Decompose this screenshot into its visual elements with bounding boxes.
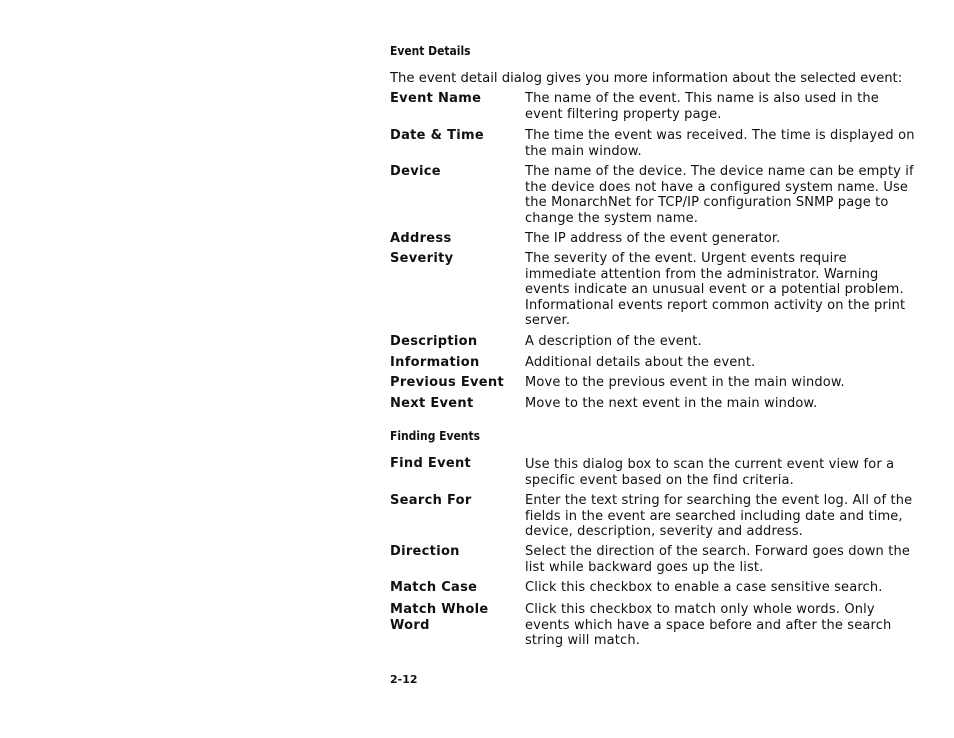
definition-text bbox=[525, 231, 919, 247]
definition-line: The time the event was received. The time is displayed on bbox=[525, 128, 915, 143]
definition-line: Move to the previous event in the main window. bbox=[525, 375, 845, 390]
section-intro: The event detail dialog gives you more information about the selected event: bbox=[390, 71, 903, 86]
definition-line: specific event based on the find criteria. bbox=[525, 472, 794, 488]
definition-line: Enter the text string for searching the event log. All of the bbox=[525, 493, 913, 508]
definition-line: events indicate an unusual event or a potential problem. bbox=[525, 282, 904, 297]
definition-text bbox=[525, 334, 919, 350]
definition-line: event filtering property page. bbox=[525, 106, 722, 122]
definition-text bbox=[525, 544, 919, 575]
definition-line: string will match. bbox=[525, 633, 640, 648]
definition-line: the main window. bbox=[525, 143, 642, 159]
definition-text bbox=[525, 251, 919, 329]
definition-line: Move to the next event in the main window. bbox=[525, 396, 818, 411]
definition-line: immediate attention from the administrator. Warning bbox=[525, 266, 879, 282]
definition-line: list while backward goes up the list. bbox=[525, 559, 764, 575]
term-label: Find Event bbox=[390, 456, 472, 471]
term-label: Match Whole Word bbox=[390, 602, 489, 633]
term-label: Severity bbox=[390, 251, 454, 266]
term-label: Search For bbox=[390, 493, 472, 508]
page-number: 2-12 bbox=[390, 673, 418, 686]
definition-text bbox=[525, 91, 919, 122]
definition-line: Informational events report common activity on the print bbox=[525, 297, 906, 313]
definition-text bbox=[525, 396, 919, 412]
definition-text bbox=[525, 580, 919, 596]
term-label: Date & Time bbox=[390, 128, 484, 143]
definition-line: The severity of the event. Urgent events require bbox=[525, 251, 847, 266]
term-label: Event Name bbox=[390, 91, 482, 106]
definition-text bbox=[525, 128, 919, 159]
term-label: Next Event bbox=[390, 396, 474, 411]
definition-line: the MonarchNet for TCP/IP configuration SNMP page to bbox=[525, 195, 889, 210]
definition-line: Additional details about the event. bbox=[525, 355, 756, 370]
definition-line: device, description, severity and address. bbox=[525, 524, 803, 539]
definition-line: the device does not have a configured system name. Use bbox=[525, 179, 909, 195]
definition-line: Use this dialog box to scan the current event view for a bbox=[525, 457, 895, 472]
term-label: Match Case bbox=[390, 580, 478, 595]
definition-text bbox=[525, 493, 919, 540]
section-heading-finding-events: Finding Events bbox=[390, 428, 480, 443]
term-label: Device bbox=[390, 164, 441, 179]
term-label: Address bbox=[390, 231, 452, 246]
definition-text bbox=[525, 355, 919, 371]
definition-text bbox=[525, 602, 919, 649]
definition-line: server. bbox=[525, 313, 571, 328]
definition-line: change the system name. bbox=[525, 210, 699, 226]
definition-line: The name of the device. The device name can be empty if bbox=[525, 164, 914, 179]
definition-line: events which have a space before and after the search bbox=[525, 617, 892, 633]
term-label: Information bbox=[390, 355, 480, 370]
definition-text bbox=[525, 164, 919, 226]
definition-text bbox=[525, 457, 919, 488]
section-heading-event-details: Event Details bbox=[390, 43, 471, 58]
definition-line: Select the direction of the search. Forward goes down the bbox=[525, 544, 910, 559]
term-label: Direction bbox=[390, 544, 460, 559]
definition-line: Click this checkbox to match only whole words. Only bbox=[525, 602, 875, 617]
definition-line: The name of the event. This name is also used in the bbox=[525, 91, 879, 106]
definition-line: fields in the event are searched including date and time, bbox=[525, 508, 903, 524]
term-label: Description bbox=[390, 334, 478, 349]
definition-text bbox=[525, 375, 919, 391]
term-label: Previous Event bbox=[390, 375, 504, 390]
definition-line: A description of the event. bbox=[525, 334, 702, 349]
definition-line: The IP address of the event generator. bbox=[525, 231, 781, 246]
definition-line: Click this checkbox to enable a case sensitive search. bbox=[525, 580, 883, 595]
